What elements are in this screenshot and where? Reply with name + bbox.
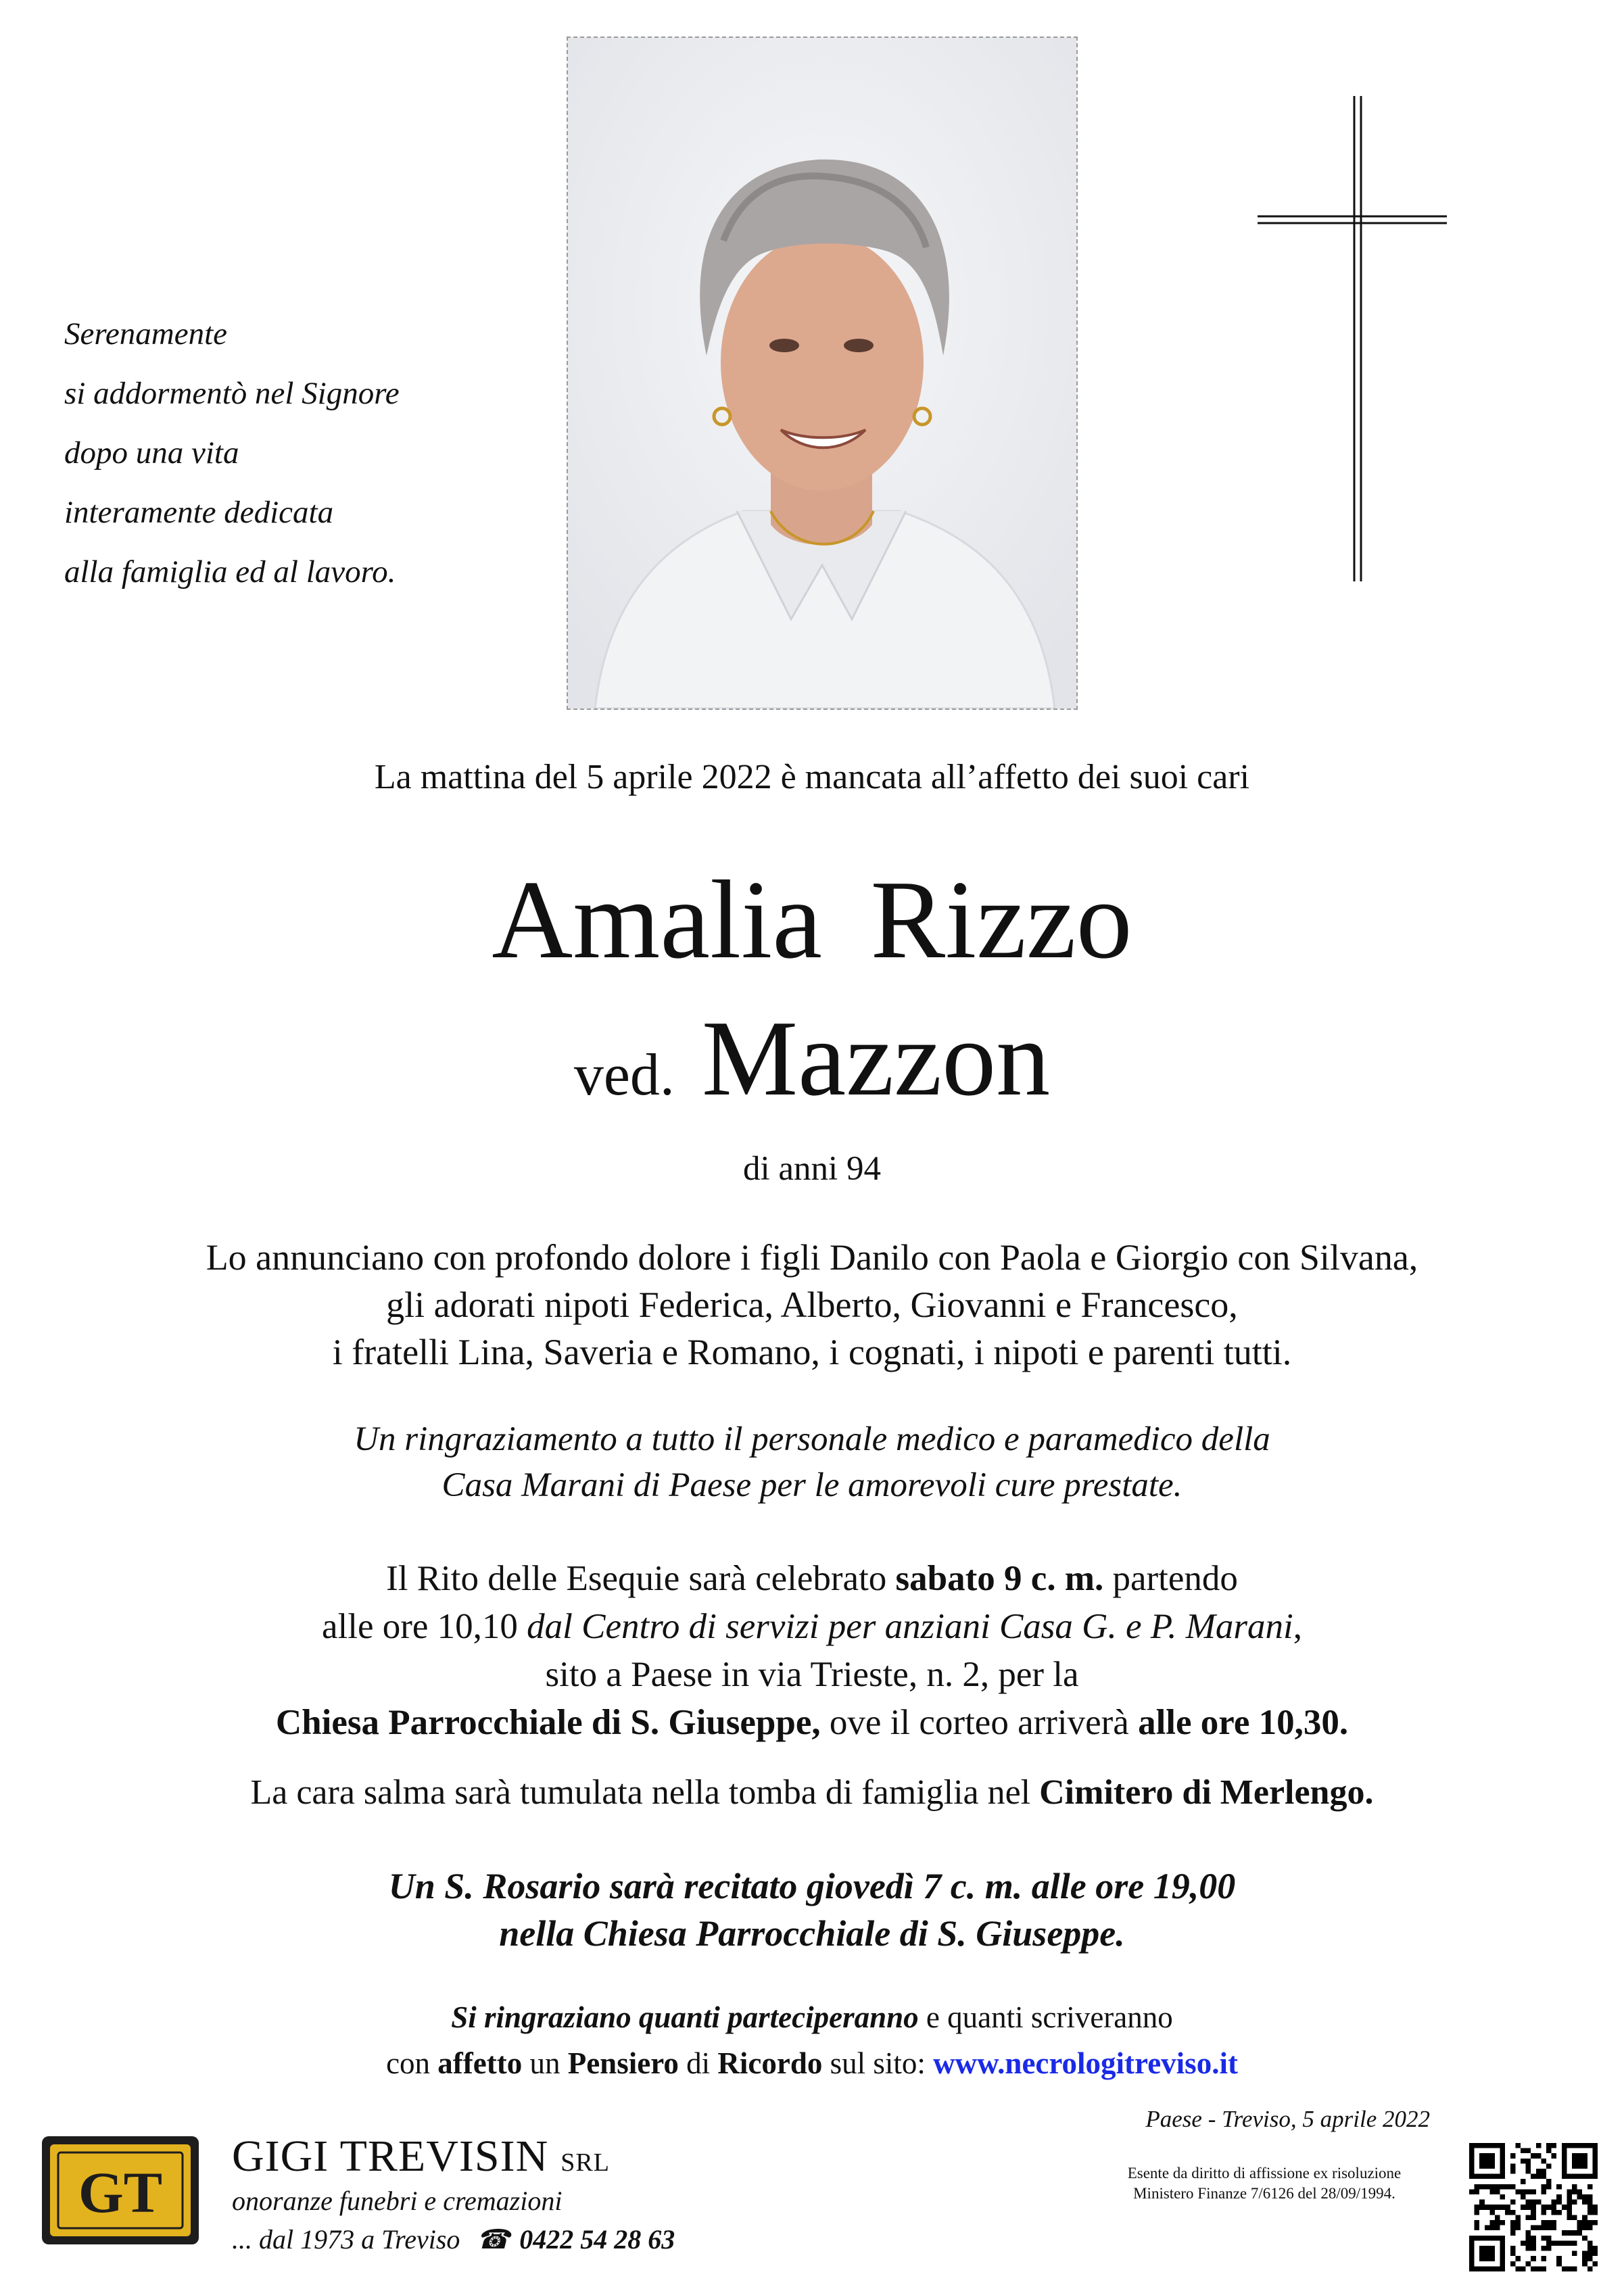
married-name (0, 997, 1624, 1136)
ved-prefix: ved. (573, 1042, 675, 1108)
family-line: gli adorati nipoti Federica, Alberto, Giovanni e Francesco, (386, 1284, 1238, 1325)
company-name-row (232, 2131, 675, 2182)
married-surname: Mazzon (701, 998, 1051, 1118)
exempt-line: Esente da diritto di affissione ex risoluzione (1127, 2165, 1402, 2182)
company-name: GIGI TREVISIN (232, 2132, 549, 2181)
company-srl: SRL (560, 2148, 610, 2177)
poem-line: si addormentò nel Signore (64, 376, 400, 411)
burial-note (0, 1773, 1624, 1812)
family-line: i fratelli Lina, Saveria e Romano, i cognati, i nipoti e parenti tutti. (332, 1332, 1292, 1372)
rite-date: sabato 9 c. m. (895, 1559, 1104, 1598)
rite-text: , (1293, 1607, 1303, 1646)
site-text: affetto (437, 2046, 523, 2080)
place-date: Paese - Treviso, 5 aprile 2022 (1145, 2106, 1430, 2132)
rosary-line: Un S. Rosario sarà recitato giovedì 7 c. m. alle ore 19,00 (388, 1866, 1236, 1906)
portrait-photo (567, 37, 1078, 710)
burial-text: La cara salma sarà tumulata nella tomba di famiglia nel (250, 1773, 1040, 1812)
site-text: sul sito: (822, 2046, 934, 2080)
cemetery: Cimitero di Merlengo. (1039, 1773, 1374, 1812)
site-text: e quanti scriveranno (918, 2000, 1173, 2034)
rite-text: Il Rito delle Esequie sarà celebrato (386, 1559, 896, 1598)
company-tagline: onoranze funebri e cremazioni (232, 2186, 563, 2216)
phone-icon: ☎ (476, 2224, 510, 2255)
site-text: Pensiero (567, 2046, 679, 2080)
website-link[interactable]: www.necrologitreviso.it (933, 2046, 1238, 2080)
rite-origin: dal Centro di servizi per anziani Casa G. e P. Marani (527, 1607, 1293, 1646)
poem (64, 304, 400, 602)
deceased-name: Amalia Rizzo (492, 857, 1132, 982)
site-text: Si ringraziano quanti parteciperanno (451, 2000, 919, 2034)
site-text: un (522, 2046, 568, 2080)
thanks-line: Casa Marani di Paese per le amorevoli cure prestate. (441, 1466, 1183, 1504)
rite-text: partendo (1103, 1559, 1238, 1598)
poem-line: alla famiglia ed al lavoro. (64, 554, 396, 589)
cross-icon (1258, 96, 1447, 583)
portrait-illustration (568, 38, 1076, 708)
rite-address: sito a Paese in via Trieste, n. 2, per la (545, 1655, 1079, 1694)
company-info (232, 2131, 675, 2255)
poem-line: dopo una vita (64, 435, 239, 471)
logo-monogram: GT (78, 2160, 163, 2225)
rite-text: alle ore 10,10 (321, 1607, 527, 1646)
company-since-text: ... dal 1973 a Treviso (232, 2224, 460, 2255)
intro-line: La mattina del 5 aprile 2022 è mancata all’affetto dei suoi cari (374, 758, 1250, 796)
rite-text: ove il corteo arriverà (820, 1703, 1139, 1742)
poem-line: Serenamente (64, 316, 227, 352)
thanks-line: Un ringraziamento a tutto il personale medico e paramedico della (354, 1420, 1270, 1458)
qr-code-icon[interactable] (1469, 2143, 1598, 2271)
site-text: Ricordo (717, 2046, 823, 2080)
thanks-note (0, 1416, 1624, 1508)
company-since (232, 2223, 675, 2255)
funeral-rite (0, 1555, 1624, 1747)
tax-exemption-note (1095, 2163, 1433, 2204)
site-text: di (678, 2046, 718, 2080)
rite-church: Chiesa Parrocchiale di S. Giuseppe, (275, 1703, 821, 1742)
company-logo (42, 2136, 199, 2244)
website-note (0, 1994, 1624, 2086)
exempt-line: Ministero Finanze 7/6126 del 28/09/1994. (1133, 2185, 1395, 2202)
family-line: Lo annunciano con profondo dolore i figli Danilo con Paola e Giorgio con Silvana, (206, 1237, 1418, 1278)
poem-line: interamente dedicata (64, 495, 334, 530)
rosary-note (0, 1862, 1624, 1957)
site-text: con (386, 2046, 438, 2080)
rosary-line: nella Chiesa Parrocchiale di S. Giuseppe. (499, 1913, 1125, 1954)
rite-arrival-time: alle ore 10,30. (1138, 1703, 1349, 1742)
company-phone[interactable]: 0422 54 28 63 (519, 2224, 675, 2255)
age: di anni 94 (743, 1150, 881, 1188)
family-announcement (0, 1234, 1624, 1376)
